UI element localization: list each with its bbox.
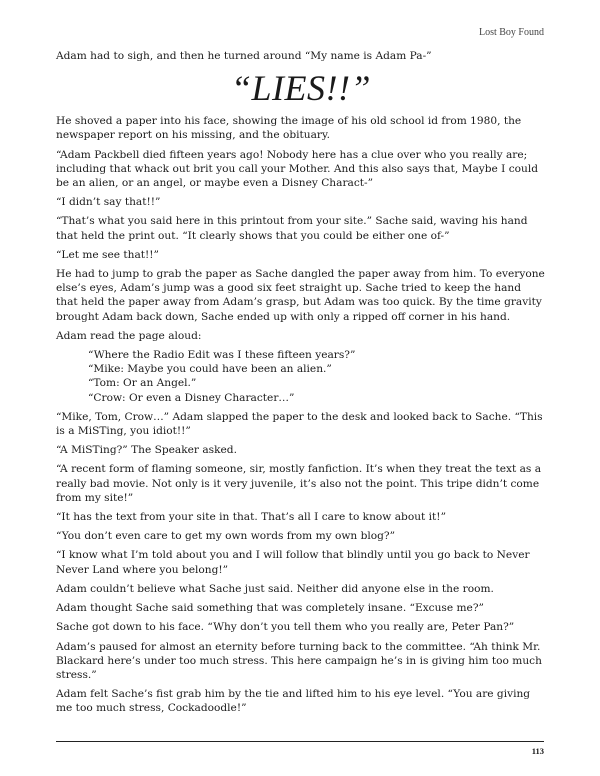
page-number: 113 — [531, 746, 544, 756]
paragraph: “I know what I’m told about you and I will follow that blindly until you go back to Never Never Land where you belong!” — [56, 549, 530, 576]
paragraph: Adam felt Sache’s fist grab him by the tie and lifted him to his eye level. “You are giving me too much stress, Cockadoodle!” — [56, 688, 531, 715]
paragraph: “Let me see that!!” — [56, 248, 159, 261]
quote-line: “Where the Radio Edit was I these fifteen years?” — [88, 349, 356, 362]
paragraph: “Mike, Tom, Crow…” Adam slapped the paper to the desk and looked back to Sache. “This is a MiSTing, you idiot!!” — [56, 410, 543, 438]
paragraph: “That’s what you said here in this printout from your site.” Sache said, waving his hand that held the print out. “It clearly shows that you could be either one of-” — [56, 215, 528, 242]
paragraph: “A recent form of flaming someone, sir, mostly fanfiction. It’s when they treat the text as a really bad movie. Not only is it very juvenile, it’s also not the point. This tripe didn’t come from my site!” — [56, 463, 542, 504]
paragraph: He shoved a paper into his face, showing the image of his old school id from 1980, the newspaper report on his missing, and the obituary. — [56, 115, 522, 142]
paragraph: Adam couldn’t believe what Sache just said. Neither did anyone else in the room. — [56, 582, 494, 595]
paragraph: Adam read the page aloud: — [56, 329, 202, 342]
paragraph: Adam’s paused for almost an eternity before turning back to the committee. “Ah think Mr. Blackard here’s under too much stress. This here campaign he’s in is giving him too much stress.” — [56, 640, 542, 681]
exclamation-heading: “LIES!!” — [230, 68, 372, 109]
paragraph: “Adam Packbell died fifteen years ago! Nobody here has a clue over who you really are; including that whack out brit you call your Mother. And this also says that, Maybe I could be an alien, or an angel, or maybe even a Disney Charact-” — [56, 148, 539, 190]
paragraph: “You don’t even care to get my own words from my own blog?” — [56, 530, 396, 543]
quote-line: “Mike: Maybe you could have been an alien.” — [88, 363, 332, 376]
paragraph: “It has the text from your site in that. That’s all I care to know about it!” — [56, 511, 446, 524]
quote-line: “Crow: Or even a Disney Character…” — [88, 391, 295, 404]
footer-rule — [56, 741, 544, 742]
paragraph: “A MiSTing?” The Speaker asked. — [56, 444, 237, 457]
quote-line: “Tom: Or an Angel.” — [88, 377, 197, 390]
paragraph: “I didn’t say that!!” — [56, 196, 161, 209]
paragraph: Sache got down to his face. “Why don’t you tell them who you really are, Peter Pan?” — [56, 621, 515, 634]
page-body — [56, 49, 546, 721]
paragraph: Adam had to sigh, and then he turned around “My name is Adam Pa-” — [56, 50, 432, 62]
paragraph: Adam thought Sache said something that was completely insane. “Excuse me?” — [56, 602, 484, 615]
block-quote — [88, 348, 546, 405]
paragraph: He had to jump to grab the paper as Sache dangled the paper away from him. To everyone else’s eyes, Adam’s jump was a good six feet straight up. Sache tried to keep the hand that held the paper away from Adam’s grasp, but Adam was too quick. By the time gravity brought Adam back down, Sache ended up with only a ripped off corner in his hand. — [56, 268, 545, 323]
running-header: Lost Boy Found — [478, 27, 544, 38]
